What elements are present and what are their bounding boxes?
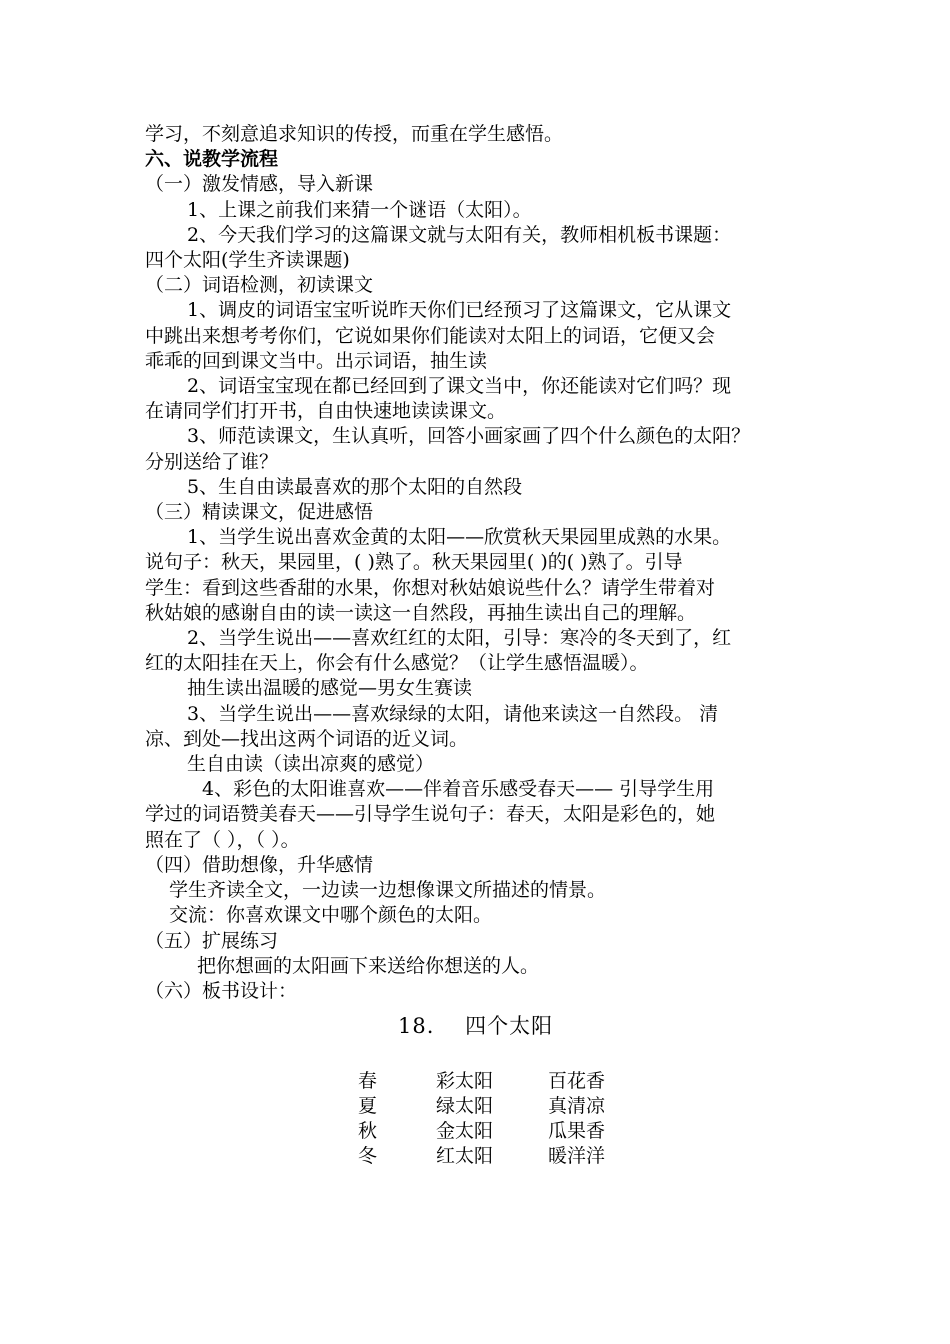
paragraph-line: 2、今天我们学习的这篇课文就与太阳有关，教师相机板书课题： [187,223,732,246]
paragraph-line: 学过的词语赞美春天——引导学生说句子：春天，太阳是彩色的，她 [145,803,716,826]
season-cell: 秋 [358,1120,378,1142]
paragraph-line: 红的太阳挂在天上，你会有什么感觉？（让学生感悟温暖）。 [145,652,649,675]
paragraph-line: 1、上课之前我们来猜一个谜语（太阳）。 [187,198,532,221]
paragraph-line: 4、彩色的太阳谁喜欢——伴着音乐感受春天—— 引导学生用 [202,778,715,801]
paragraph-line: 5、生自由读最喜欢的那个太阳的自然段 [187,475,523,498]
paragraph-line: 1、当学生说出喜欢金黄的太阳——欣赏秋天果园里成熟的水果。 [187,526,732,549]
paragraph-line: 1、调皮的词语宝宝听说昨天你们已经预习了这篇课文，它从课文 [187,299,732,322]
subsection-heading: （四）借助想像，升华感情 [145,853,374,876]
season-cell: 春 [358,1070,378,1092]
paragraph-line: 乖乖的回到课文当中。出示词语，抽生读 [145,349,488,372]
paragraph-line: 分别送给了谁？ [145,450,279,473]
season-cell: 冬 [358,1145,378,1167]
subsection-heading: （六）板书设计： [145,979,298,1002]
subsection-heading: （五）扩展练习 [145,929,279,952]
feeling-cell: 瓜果香 [548,1120,606,1142]
paragraph-line: 2、词语宝宝现在都已经回到了课文当中，你还能读对它们吗？现 [187,375,732,398]
sun-cell: 金太阳 [436,1120,494,1142]
subsection-heading: （三）精读课文，促进感悟 [145,501,374,524]
document-body [145,122,815,1004]
section-heading: 六、说教学流程 [145,148,279,171]
paragraph-line: 秋姑娘的感谢自由的读一读这一自然段，再抽生读出自己的理解。 [145,601,697,624]
sun-cell: 红太阳 [436,1145,494,1167]
table-row [358,1144,605,1169]
table-row [358,1069,605,1094]
board-table [358,1069,605,1169]
feeling-cell: 百花香 [548,1070,606,1092]
paragraph-line: 中跳出来想考考你们，它说如果你们能读对太阳上的词语，它便又会 [145,324,716,347]
paragraph-line: 抽生读出温暖的感觉—男女生赛读 [187,677,473,700]
table-row [358,1119,605,1144]
subsection-heading: （一）激发情感，导入新课 [145,173,374,196]
paragraph-line: 3、师范读课文，生认真听，回答小画家画了四个什么颜色的太阳？ [187,425,751,448]
paragraph-line: 学生：看到这些香甜的水果，你想对秋姑娘说些什么？请学生带着对 [145,576,716,599]
paragraph-line: 把你想画的太阳画下来送给你想送的人。 [197,954,540,977]
feeling-cell: 真清凉 [548,1095,606,1117]
paragraph-line: 凉、到处—找出这两个词语的近义词。 [145,727,469,750]
sun-cell: 彩太阳 [436,1070,494,1092]
paragraph-line: 说句子：秋天，果园里，( )熟了。秋天果园里( )的( )熟了。引导 [145,551,683,574]
paragraph-line: 学生齐读全文，一边读一边想像课文所描述的情景。 [169,879,607,902]
feeling-cell: 暖洋洋 [548,1145,606,1167]
board-title: 18. 四个太阳 [398,1014,554,1038]
subsection-heading: （二）词语检测，初读课文 [145,274,374,297]
table-row [358,1094,605,1119]
paragraph-line: 2、当学生说出——喜欢红红的太阳，引导：寒冷的冬天到了，红 [187,627,732,650]
paragraph-line: 学习，不刻意追求知识的传授，而重在学生感悟。 [145,123,564,145]
paragraph-line: 四个太阳(学生齐读课题) [145,249,350,272]
paragraph-line: 3、当学生说出——喜欢绿绿的太阳，请他来读这一自然段。 清 [187,702,719,725]
paragraph-line: 交流：你喜欢课文中哪个颜色的太阳。 [169,904,493,927]
paragraph-line: 照在了（ ），（ ）。 [145,828,300,851]
paragraph-line: 在请同学们打开书，自由快速地读读课文。 [145,400,507,423]
season-cell: 夏 [358,1095,378,1117]
paragraph-line: 生自由读（读出凉爽的感觉） [187,753,435,776]
sun-cell: 绿太阳 [436,1095,494,1117]
